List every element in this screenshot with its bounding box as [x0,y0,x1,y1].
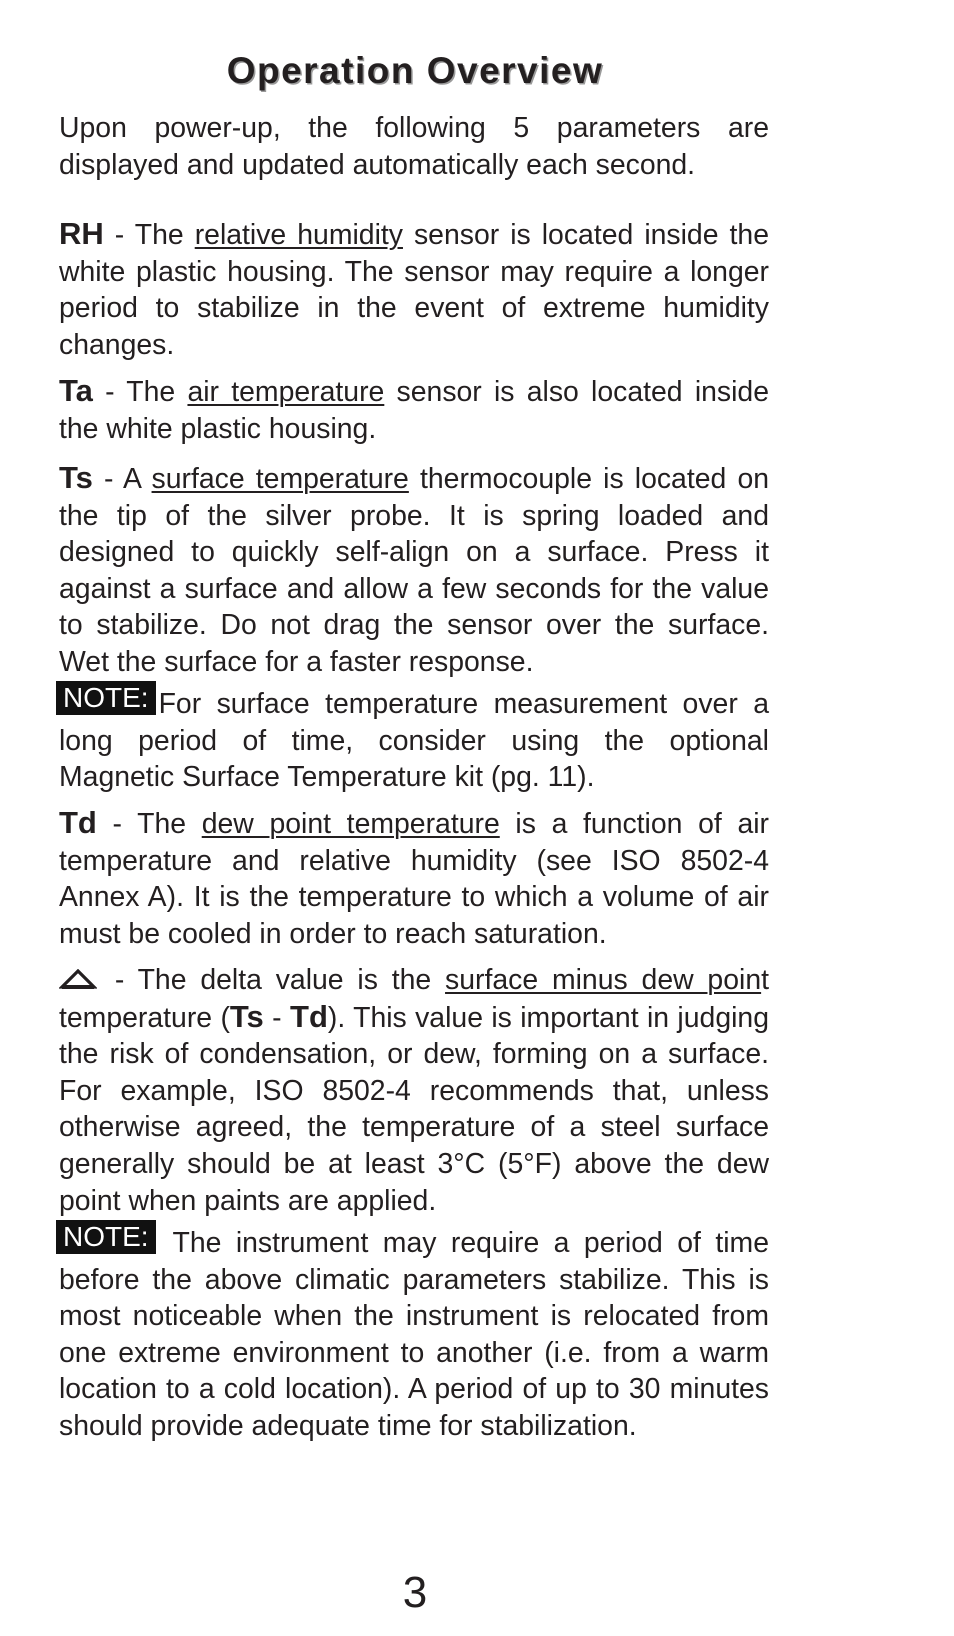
ta-link: air temperature [187,376,385,408]
delta-icon [59,969,97,989]
delta-minus: - [263,1001,291,1034]
td-paragraph [59,805,769,952]
page-number: 3 [402,1568,428,1617]
note1-text: For surface temperature measurement over a long period of time, consider using the optional Magnetic Surface Temperature kit (pg. 11). [59,688,769,794]
td-pre: - The [96,808,202,840]
delta-link: surface minus dew poin [445,964,762,996]
note1-paragraph [59,682,769,796]
ta-paragraph [59,373,769,447]
rh-pre: - The [103,219,195,251]
intro-text: Upon power-up, the following 5 parameters are displayed and updated automatically each second. [59,112,769,181]
ta-text: sensor is also located inside the white plastic housing. [59,376,769,445]
delta-text-b: ). This value is important in judging the risk of condensation, or dew, forming on a surface. For example, ISO 8502-4 recommends that, unless otherwise agreed, the temperature of a steel surface generally should be at least 3°C (5°F) above the dew point when paints are applied. [59,1001,769,1217]
note2-paragraph [59,1221,769,1445]
delta-text-a: temperature ( [59,1001,230,1034]
note-badge: NOTE: [56,1220,156,1254]
td-term: Td [59,805,97,840]
rh-link: relative humidity [194,219,403,251]
rh-paragraph [59,216,769,363]
note-badge: NOTE: [56,681,156,715]
ts-link: surface temperature [151,463,409,495]
rh-term: RH [59,216,104,251]
ts-term: Ts [59,460,93,495]
intro-paragraph [59,110,769,183]
delta-paragraph [59,962,769,1219]
td-link: dew point temperature [201,808,500,840]
page-title: Operation Overview [226,50,604,91]
delta-td-term: Td [290,998,328,1034]
ts-text: thermocouple is located on the tip of the silver probe. It is spring loaded and designed to quickly self-align on a surface. Press it against a surface and allow a few seconds for the value to stabilize. Do not drag the sensor over the surface. Wet the surface for a faster response. [59,463,770,678]
ta-pre: - The [92,376,188,408]
ts-pre: - A [92,463,152,495]
note2-text: The instrument may require a period of time before the above climatic parameters stabilize. This is most noticeable when the instrument is relocated from one extreme environment to another (i.e. from a warm location to a cold location). A period of up to 30 minutes should provide adequate time for stabilization. [59,1227,769,1442]
td-text: is a function of air temperature and relative humidity (see ISO 8502-4 Annex A). It is the temperature to which a volume of air must be cooled in order to reach saturation. [59,808,769,950]
delta-ts-term: Ts [229,998,264,1034]
rh-text: sensor is located inside the white plastic housing. The sensor may require a longer period to stabilize in the event of extreme humidity changes. [59,219,769,361]
delta-link-tail: t [761,964,769,996]
delta-pre: - The delta value is the [101,964,446,996]
ts-paragraph [59,460,769,681]
ta-term: Ta [59,373,93,408]
